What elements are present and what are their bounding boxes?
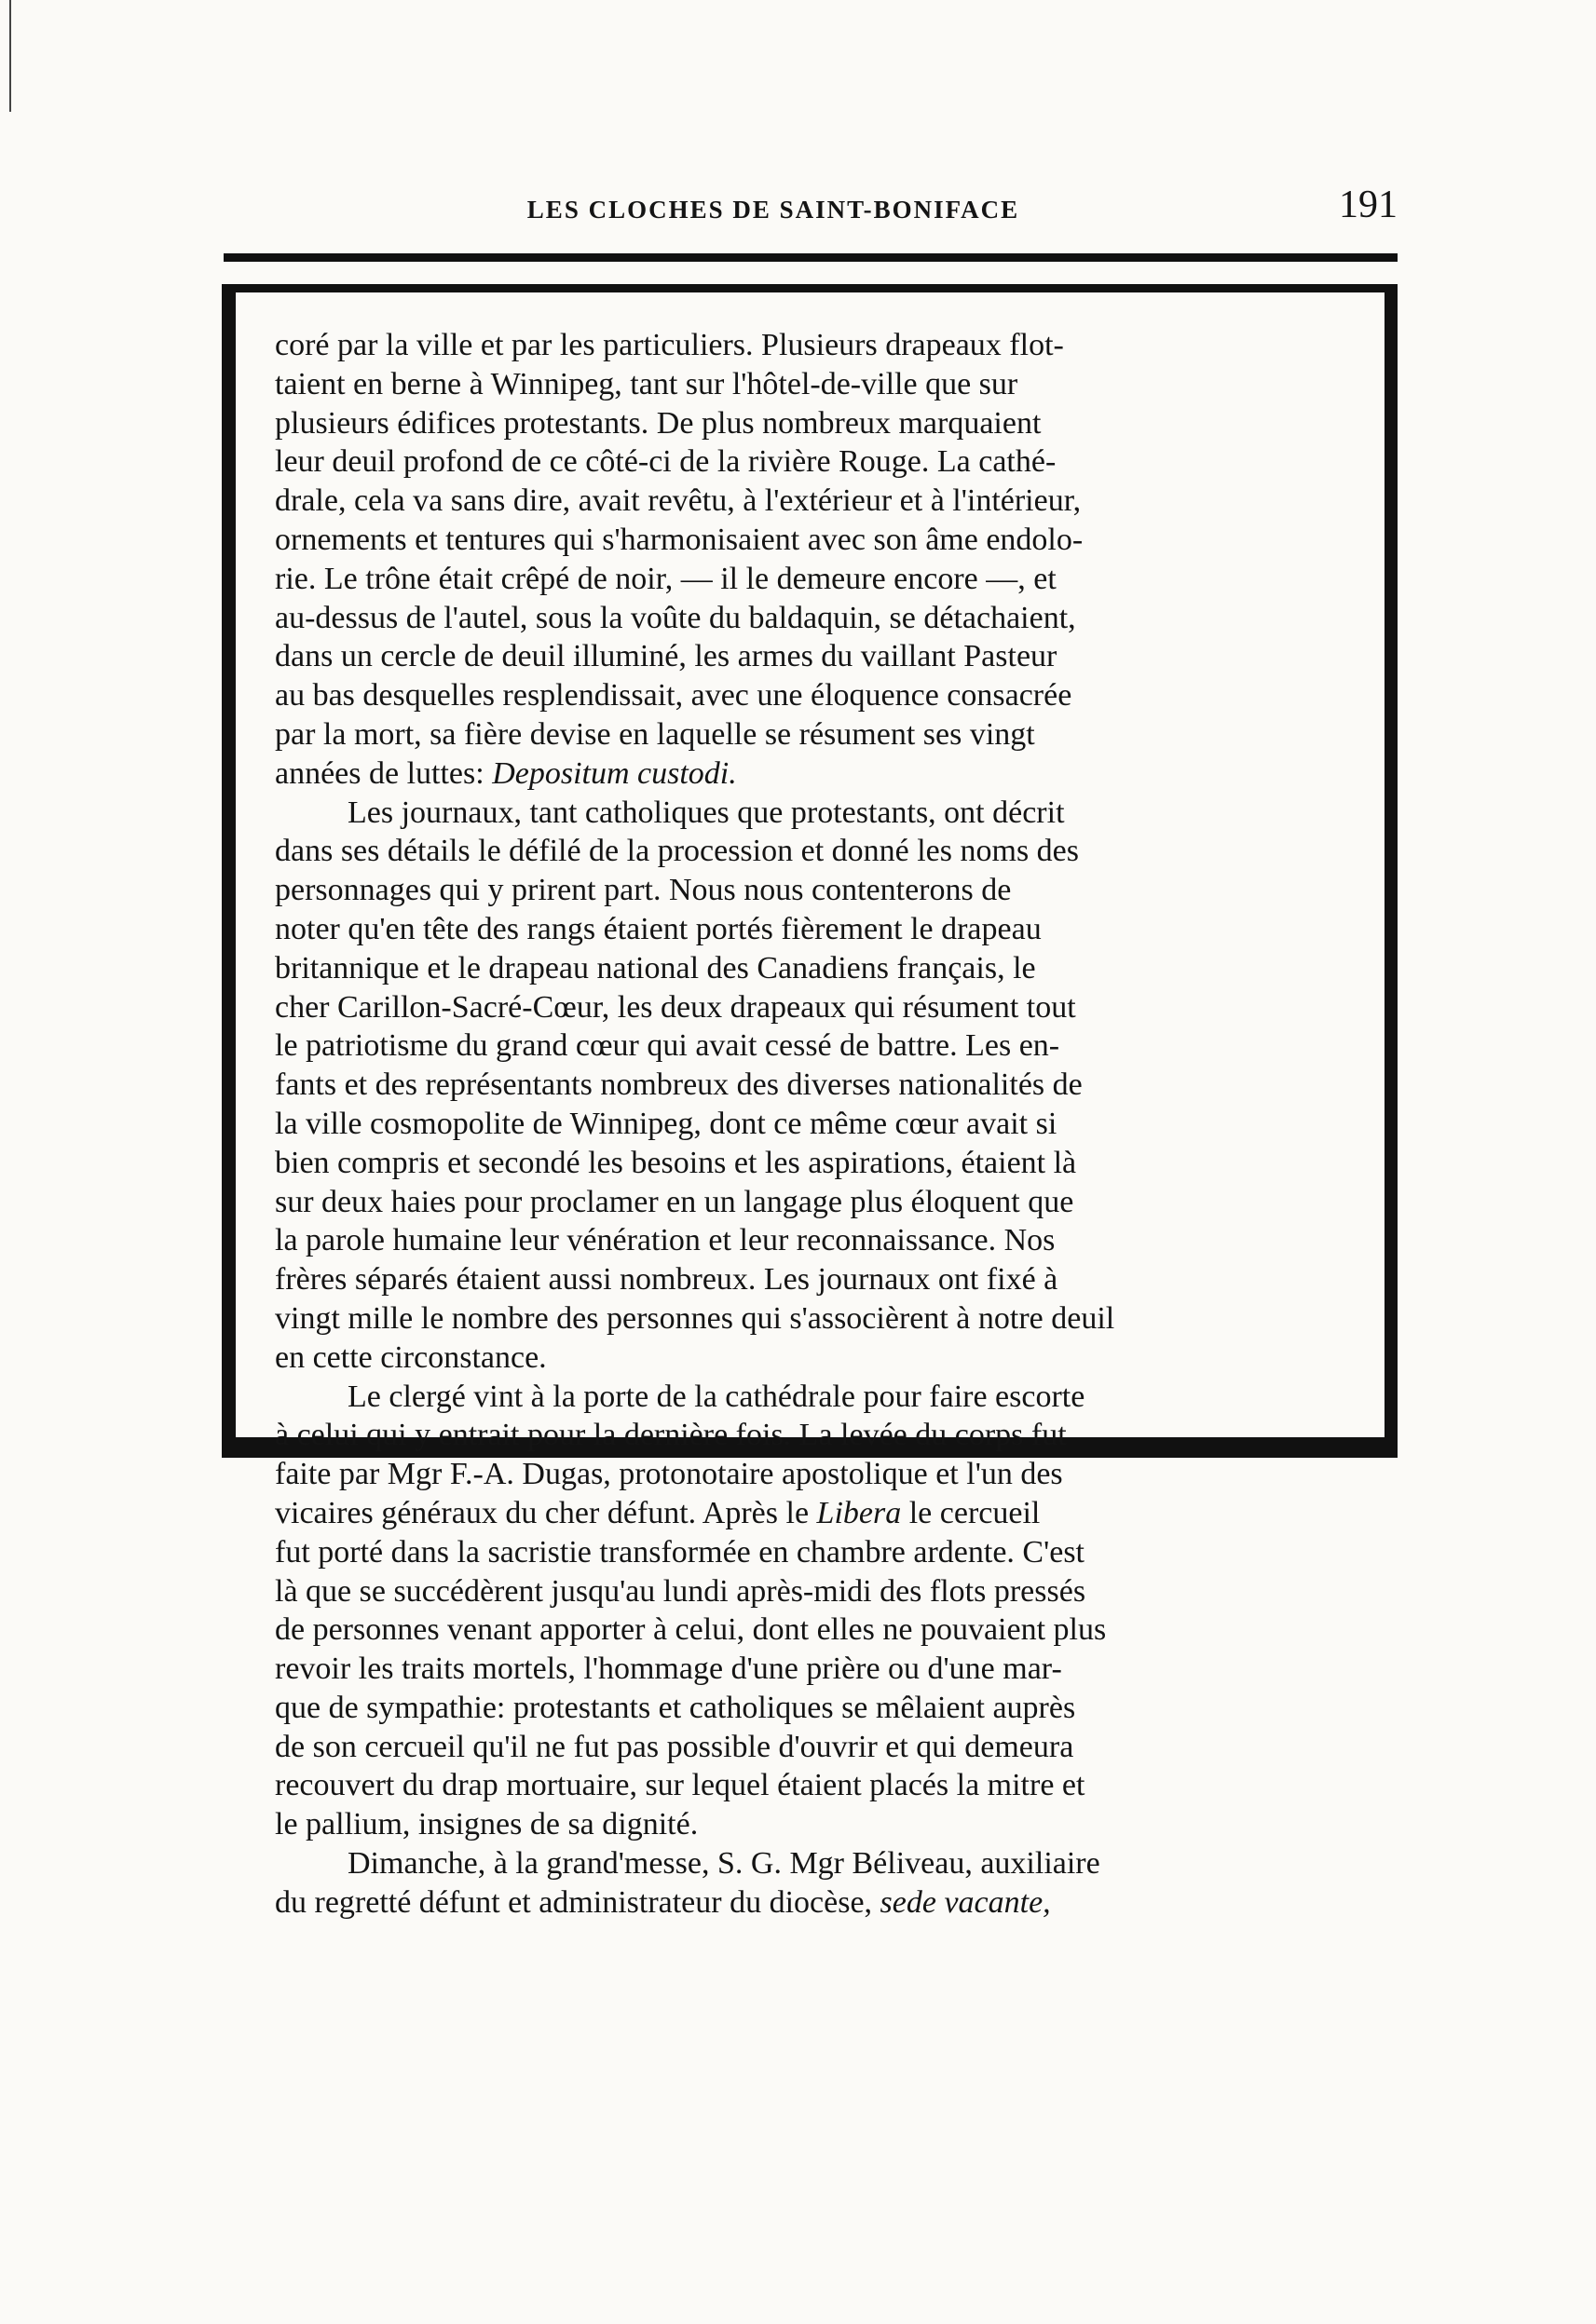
- text-line-content: taient en berne à Winnipeg, tant sur l'hôtel-de-ville que sur: [275, 366, 1018, 401]
- text-line-content: cher Carillon-Sacré-Cœur, les deux drapeaux qui résument tout: [275, 989, 1076, 1025]
- text-line-content: recouvert du drap mortuaire, sur lequel étaient placés la mitre et: [275, 1768, 1085, 1803]
- text-line-content: leur deuil profond de ce côté-ci de la rivière Rouge. La cathé-: [275, 444, 1057, 480]
- italic-phrase: sede vacante,: [880, 1884, 1051, 1920]
- text-line: [275, 1805, 1370, 1844]
- text-line: [275, 1533, 1370, 1572]
- text-line: [275, 988, 1370, 1027]
- text-line-content: dans un cercle de deuil illuminé, les armes du vaillant Pasteur: [275, 639, 1057, 674]
- text-line: [275, 1610, 1370, 1650]
- page-header: [224, 183, 1398, 238]
- text-line-content: de son cercueil qu'il ne fut pas possible d'ouvrir et qui demeura: [275, 1729, 1074, 1764]
- text-line-content: vingt mille le nombre des personnes qui s'associèrent à notre deuil: [275, 1300, 1115, 1336]
- text-line: [275, 404, 1370, 443]
- page-number: 191: [1339, 183, 1398, 226]
- text-line-content: faite par Mgr F.-A. Dugas, protonotaire apostolique et l'un des: [275, 1457, 1063, 1492]
- text-line-content: du regretté défunt et administrateur du diocèse,: [275, 1884, 880, 1920]
- text-line: [275, 1416, 1370, 1455]
- header-rule: [224, 253, 1398, 262]
- text-line-content: bien compris et secondé les besoins et les aspirations, étaient là: [275, 1145, 1077, 1180]
- text-line-content: revoir les traits mortels, l'hommage d'une prière ou d'une mar-: [275, 1651, 1062, 1687]
- italic-phrase: Depositum custodi.: [492, 755, 737, 791]
- text-line: [275, 1378, 1370, 1417]
- italic-phrase: Libera: [816, 1495, 902, 1530]
- text-line: [275, 1766, 1370, 1805]
- text-line-content: coré par la ville et par les particuliers. Plusieurs drapeaux flot-: [275, 328, 1064, 362]
- text-line: [275, 521, 1370, 560]
- text-line: [275, 599, 1370, 638]
- text-line: [275, 1066, 1370, 1105]
- text-line: [275, 1221, 1370, 1260]
- text-line-content: sur deux haies pour proclamer en un langage plus éloquent que: [275, 1184, 1074, 1219]
- text-line: [275, 560, 1370, 599]
- text-line-content: la parole humaine leur vénération et leur reconnaissance. Nos: [275, 1223, 1056, 1258]
- text-line: [275, 1572, 1370, 1611]
- text-line: [275, 1844, 1370, 1883]
- text-line-content: dans ses détails le défilé de la procession et donné les noms des: [275, 834, 1079, 869]
- text-line-content: le pallium, insignes de sa dignité.: [275, 1807, 699, 1842]
- text-line: [275, 1689, 1370, 1728]
- text-line-content: frères séparés étaient aussi nombreux. Les journaux ont fixé à: [275, 1262, 1058, 1298]
- text-line-content: fut porté dans la sacristie transformée en chambre ardente. C'est: [275, 1534, 1084, 1570]
- text-line: [275, 442, 1370, 482]
- text-line: [275, 1183, 1370, 1222]
- running-title: LES CLOCHES DE SAINT-BONIFACE: [526, 196, 1020, 224]
- scan-margin-mark: [9, 0, 11, 112]
- text-frame: [222, 284, 1398, 1920]
- text-line: [275, 949, 1370, 988]
- text-line: [275, 715, 1370, 754]
- text-line-content: vicaires généraux du cher défunt. Après le: [275, 1495, 817, 1530]
- text-line: [275, 1455, 1370, 1494]
- text-line: [275, 1494, 1370, 1533]
- text-line: [275, 1883, 1370, 1923]
- text-line-content: personnages qui y prirent part. Nous nous contenterons de: [275, 873, 1012, 908]
- text-line-content: que de sympathie: protestants et catholiques se mêlaient auprès: [275, 1690, 1076, 1725]
- text-line-continuation: le cercueil: [901, 1495, 1041, 1530]
- text-line: [275, 637, 1370, 676]
- text-line: [275, 1260, 1370, 1299]
- text-line-content: la ville cosmopolite de Winnipeg, dont ce même cœur avait si: [275, 1106, 1057, 1141]
- text-line-content: au-dessus de l'autel, sous la voûte du baldaquin, se détachaient,: [275, 600, 1076, 635]
- body-text: [275, 326, 1370, 1923]
- text-line: [275, 1728, 1370, 1767]
- text-line: [275, 910, 1370, 949]
- text-line-content: noter qu'en tête des rangs étaient portés fièrement le drapeau: [275, 911, 1042, 946]
- text-line-content: par la mort, sa fière devise en laquelle se résument ses vingt: [275, 716, 1035, 752]
- text-line-content: drale, cela va sans dire, avait revêtu, à l'extérieur et à l'intérieur,: [275, 483, 1082, 519]
- text-line: [275, 676, 1370, 715]
- text-line-content: années de luttes:: [275, 755, 493, 791]
- text-line-content: en cette circonstance.: [275, 1339, 547, 1375]
- text-line: [275, 482, 1370, 521]
- text-line: [275, 871, 1370, 910]
- text-line-content: Les journaux, tant catholiques que protestants, ont décrit: [348, 795, 1065, 830]
- text-line: [275, 1026, 1370, 1066]
- text-line-content: fants et des représentants nombreux des diverses nationalités de: [275, 1067, 1083, 1103]
- text-line: [275, 365, 1370, 404]
- text-line-content: là que se succédèrent jusqu'au lundi après-midi des flots pressés: [275, 1573, 1086, 1609]
- text-line-content: de personnes venant apporter à celui, dont elles ne pouvaient plus: [275, 1612, 1107, 1648]
- text-line-content: rie. Le trône était crêpé de noir, — il le demeure encore —, et: [275, 561, 1057, 596]
- text-line-content: Dimanche, à la grand'messe, S. G. Mgr Béliveau, auxiliaire: [348, 1846, 1100, 1882]
- text-line-content: Le clergé vint à la porte de la cathédrale pour faire escorte: [348, 1379, 1085, 1414]
- text-line: [275, 1650, 1370, 1689]
- text-line-content: le patriotisme du grand cœur qui avait cessé de battre. Les en-: [275, 1028, 1060, 1064]
- text-line: [275, 1299, 1370, 1339]
- text-line-content: au bas desquelles resplendissait, avec une éloquence consacrée: [275, 678, 1072, 714]
- text-line-content: plusieurs édifices protestants. De plus nombreux marquaient: [275, 405, 1042, 441]
- text-line: [275, 832, 1370, 871]
- text-line: [275, 1339, 1370, 1378]
- text-line-content: ornements et tentures qui s'harmonisaient avec son âme endolo-: [275, 522, 1084, 557]
- text-line: [275, 794, 1370, 833]
- text-line-content: britannique et le drapeau national des Canadiens français, le: [275, 950, 1036, 985]
- text-line: [275, 1144, 1370, 1183]
- text-line: [275, 1105, 1370, 1144]
- text-line-content: à celui qui y entrait pour la dernière fois. La levée du corps fut: [275, 1418, 1067, 1453]
- text-line: [275, 754, 1370, 794]
- text-line: [275, 326, 1370, 365]
